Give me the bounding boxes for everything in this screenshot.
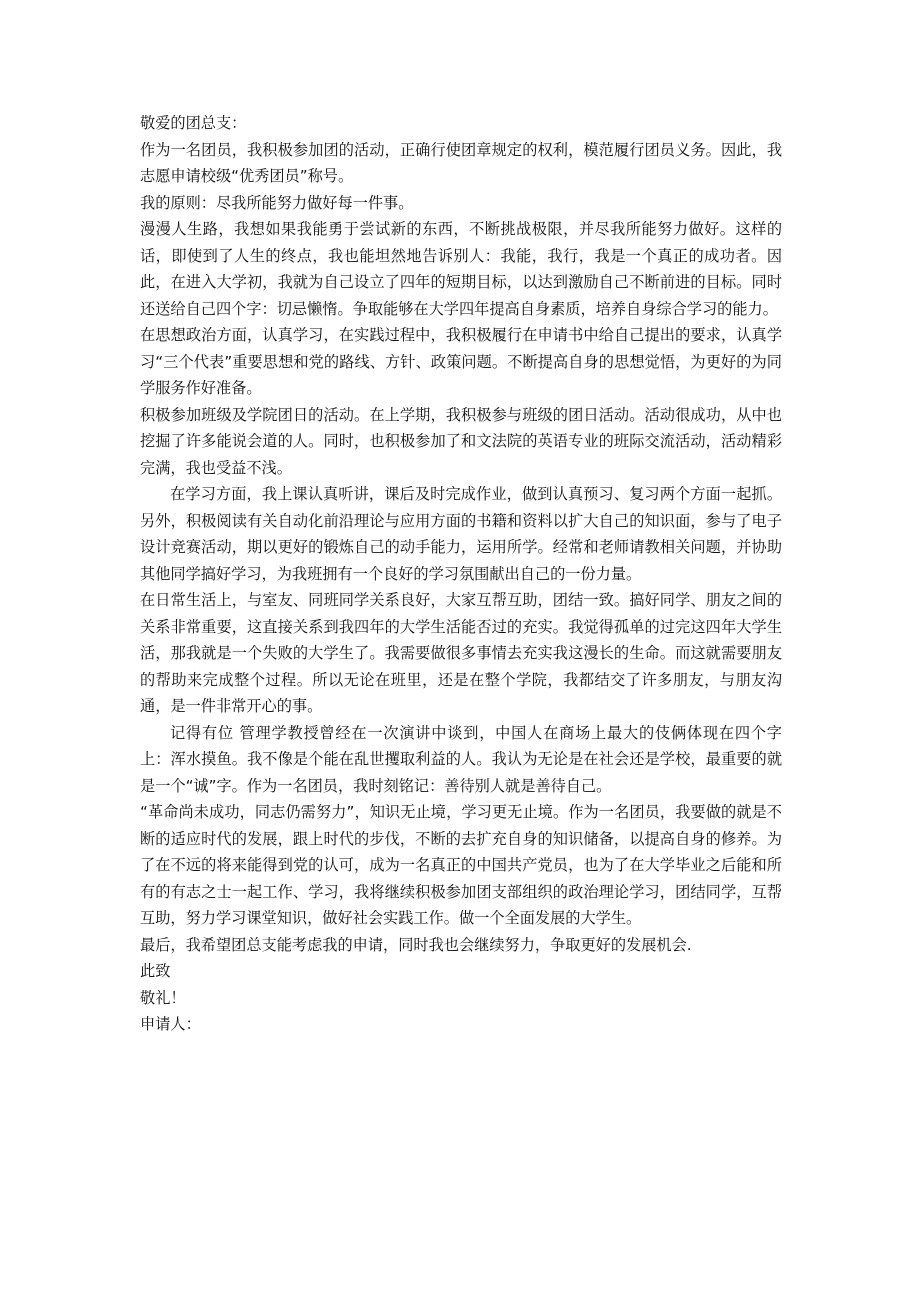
paragraph-political: 在思想政治方面，认真学习，在实践过程中，我积极履行在申请书中给自己提出的要求，认真学习“三个代表”重要思想和党的路线、方针、政策问题。不断提高自身的思想觉悟，为更好的为同学服务作好准备。	[140, 326, 782, 397]
paragraph-intro: 作为一名团员，我积极参加团的活动，正确行使团章规定的权利，模范履行团员义务。因此，我志愿申请校级“优秀团员”称号。	[140, 140, 782, 185]
paragraph-study: 在学习方面，我上课认真听讲，课后及时完成作业，做到认真预习、复习两个方面一起抓。另外，积极阅读有关自动化前沿理论与应用方面的书籍和资料以扩大自己的知识面，参与了电子设计竞赛活动，期以更好的锻炼自己的动手能力，运用所学。经常和老师请教相关问题，并协助其他同学搞好学习，为我班拥有一个良好的学习氛围献出自己的一份力量。	[140, 485, 782, 583]
paragraph-integrity: 记得有位 管理学教授曾经在一次演讲中谈到，中国人在商场上最大的伎俩体现在四个字上：浑水摸鱼。我不像是个能在乱世攫取利益的人。我认为无论是在社会还是学校，最重要的就是一个“诚”字。作为一名团员，我时刻铭记：善待别人就是善待自己。	[140, 723, 782, 795]
letter-body	[140, 110, 782, 1038]
closing-line-2: 敬礼！	[140, 988, 186, 1007]
paragraph-principle: 我的原则：尽我所能努力做好每一件事。	[140, 193, 414, 212]
paragraph-life-goals: 漫漫人生路，我想如果我能勇于尝试新的东西，不断挑战极限，并尽我所能努力做好。这样的话，即使到了人生的终点，我也能坦然地告诉别人：我能，我行，我是一个真正的成功者。因此，在进入大学初，我就为自己设立了四年的短期目标，以达到激励自己不断前进的目标。同时还送给自己四个字：切忌懒惰。争取能够在大学四年提高自身素质，培养自身综合学习的能力。	[140, 220, 782, 318]
salutation: 敬爱的团总支：	[140, 114, 247, 132]
paragraph-activities: 积极参加班级及学院团日的活动。在上学期，我积极参与班级的团日活动。活动很成功，从中也挖掘了许多能说会道的人。同时，也积极参加了和文法院的英语专业的班际交流活动，活动精彩完满，我也受益不浅。	[140, 405, 782, 477]
paragraph-revolution: “革命尚未成功，同志仍需努力”，知识无止境，学习更无止境。作为一名团员，我要做的就是不断的适应时代的发展，跟上时代的步伐，不断的去扩充自身的知识储备，以提高自身的修养。为了在不远的将来能得到党的认可，成为一名真正的中国共产党员，也为了在大学毕业之后能和所有的有志之士一起工作、学习，我将继续积极参加团支部组织的政治理论学习，团结同学，互帮互助，努力学习课堂知识，做好社会实践工作。做一个全面发展的大学生。	[140, 803, 782, 927]
signature-label: 申请人：	[140, 1015, 201, 1033]
paragraph-daily-life: 在日常生活上，与室友、同班同学关系良好，大家互帮互助，团结一致。搞好同学、朋友之间的关系非常重要，这直接关系到我四年的大学生活能否过的充实。我觉得孤单的过完这四年大学生活，那我就是一个失败的大学生了。我需要做很多事情去充实我这漫长的生命。而这就需要朋友的帮助来完成整个过程。所以无论在班里，还是在整个学院，我都结交了许多朋友，与朋友沟通，是一件非常开心的事。	[140, 591, 782, 715]
closing-line-1: 此致	[140, 962, 171, 980]
paragraph-conclusion: 最后，我希望团总支能考虑我的申请，同时我也会继续努力，争取更好的发展机会.	[140, 935, 692, 954]
